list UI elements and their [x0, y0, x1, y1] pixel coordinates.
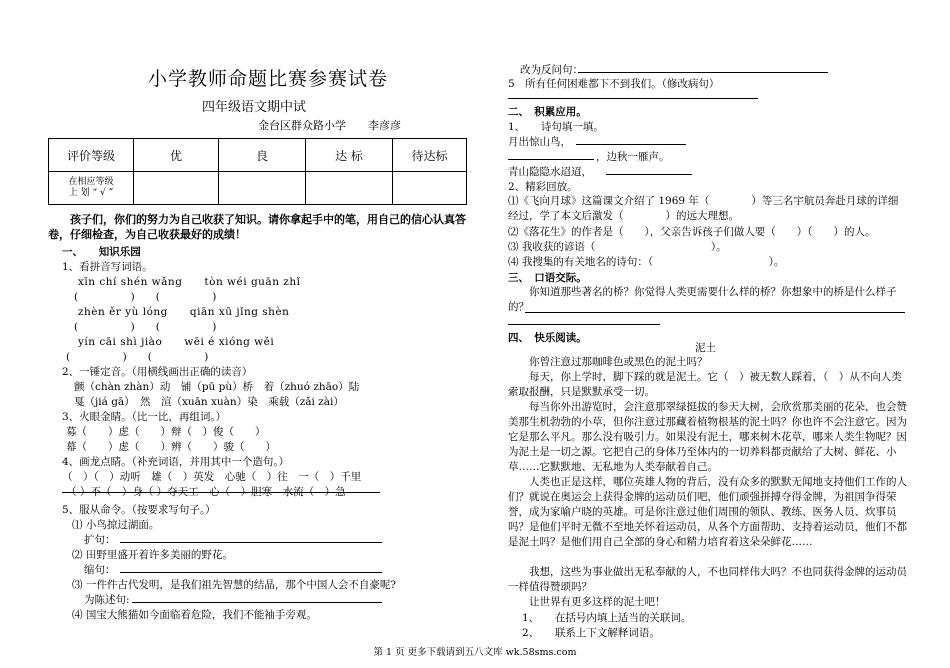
answer-line[interactable]: [132, 590, 382, 603]
paren-line-3: ( ) ( ): [66, 351, 209, 363]
table-row: [49, 139, 467, 172]
reading-para-2: 每天，你上学时，脚下踩的就是泥土。它（ ）被无数人踩着，（ ）从不向人类索取报酬，只是默默承受一切。: [508, 371, 902, 398]
answer-line[interactable]: [120, 560, 382, 573]
q5-item-2: ⑵ 田野里盛开着许多美丽的野花。: [72, 549, 233, 561]
q5-item-3-prompt: 为陈述句:: [84, 594, 130, 606]
s2-q2-item-4: ⑷ 我搜集的有关地名的诗句：（ ）。: [508, 256, 785, 268]
section4-heading: 四、 快乐阅读。: [508, 332, 587, 344]
s2-q2-item-1: ⑴《飞向月球》这篇课文介绍了 1969 年（ ）等三名宇航员奔赴月球的详细经过，学了本文后激发（ ）的远大理想。: [508, 195, 899, 222]
q1-label: 1、看拼音写词语。: [62, 261, 153, 273]
answer-line[interactable]: [508, 324, 660, 325]
q2-line-2: 戛（jiá gā） 然 渲（xuān xuàn）染 乘载（zǎi zài）: [74, 396, 344, 408]
paren-line-2: ( ) ( ): [74, 321, 217, 333]
answer-line[interactable]: [508, 86, 758, 99]
answer-line[interactable]: [576, 132, 686, 145]
table-cell: 待达标: [393, 139, 467, 172]
section1-heading: 一、 知识乐园: [62, 246, 141, 258]
reading-para-4: 人类也正是这样，哪位英雄人物的背后，没有众多的默默无闻地支持他们工作的人们？就说在奥运会上获得金牌的运动员们吧，他们顽强拼搏夺得金牌，为祖国争得荣誉，成为家喻户晓的英雄。可是你注意过他们周围的领队、教练、医务人员、炊事员吗？是他们平时无微不至地关怀着运动员，从各个方面帮助、支持着运动员，他们不都是泥土吗？是他们用自己全部的身心和精力培育着这朵朵鲜花……: [508, 476, 907, 548]
s2-q2-item-2: ⑵《落花生》的作者是（ ），父亲告诉孩子们做人要（ ）（ ）的人。: [508, 226, 876, 238]
task-1: 1、 在括号内填上适当的关联词。: [522, 612, 692, 624]
s3-question: 你知道那些著名的桥？你觉得人类更需要什么样的桥？你想象中的桥是什么样子的？: [508, 286, 897, 313]
q3-line-2: 幕（ ）虑（ ）辨（ ）骏（ ）: [66, 441, 276, 453]
table-cell[interactable]: [393, 172, 467, 205]
page-title: 小学教师命题比赛参赛试卷: [148, 68, 389, 90]
reading-title: 泥土: [695, 342, 716, 354]
reading-para-3: 每当你外出游览时，会注意那翠绿挺拔的参天大树，会欣赏那美丽的花朵，也会赞美那生机勃勃的小草，但你注意过那藏着植物根基的泥土吗？你也许不会注意它。因为它是那么平凡。那么没有吸引力。如果没有泥土，哪来树木花草，哪来人类生物呢？因为泥土是一切之源。它把自己的身体乃至体内的一切养料都贡献给了大树、鲜花、小草……它默默地、无私地为人类奉献着自己。: [508, 401, 907, 473]
q5-item-3: ⑶ 一件件古代发明，是我们祖先智慧的结晶，那个中国人会不自豪呢?: [72, 579, 396, 591]
r2-question: 5 所有任何困难都下不到我们。（修改病句）: [508, 78, 720, 90]
q4-line-1: （ ）（ ）动听 雄（ ）英发 心驰（ ）往 一（ ）千里: [62, 471, 362, 483]
table-cell: [49, 172, 134, 205]
paren-line-1: ( ) ( ): [74, 291, 217, 303]
table-cell: 良: [219, 139, 306, 172]
table-row: [49, 172, 467, 205]
answer-line[interactable]: [606, 162, 692, 175]
reading-para-1: 你曾注意过那咖啡色或黑色的泥土吗？: [529, 356, 708, 368]
section2-heading: 二、 积累应用。: [508, 106, 587, 118]
q4-line-2: （ ）不（ ）身（ ）夺天工 心（ ）胆寒 水流（ ）急: [66, 486, 346, 498]
s2-q1-label: 1、 诗句填一填。: [508, 121, 604, 133]
poem-line-2: ，边秋一雁声。: [596, 151, 670, 163]
reading-para-6: 让世界有更多这样的泥土吧！: [529, 596, 666, 608]
row-label-a: 在相应等级: [68, 177, 114, 187]
author-line: 金台区群众路小学 李彦彦: [258, 119, 401, 132]
q5-label: 5、服从命令。（按要求写句子。）: [62, 504, 216, 516]
answer-line[interactable]: [578, 60, 828, 73]
grade-table: [48, 138, 467, 205]
poem-line-1: 月出惊山鸟，: [508, 136, 571, 148]
page-footer: 第 1 页 更多下载请到五八文库 wk.58sms.com: [373, 647, 577, 658]
table-cell: 评价等级: [49, 139, 134, 172]
s2-q2-item-3: ⑶ 我收获的谚语（ ）。: [508, 241, 727, 253]
q2-label: 2、一锤定音。（用横线画出正确的读音）: [62, 366, 253, 378]
pinyin-line-2: zhèn ěr yù lóng qiān xū jǐng shèn: [78, 306, 290, 318]
table-cell: 优: [134, 139, 219, 172]
row-label-b: 上 划 “ √ ”: [68, 188, 114, 198]
answer-line[interactable]: [120, 530, 382, 543]
q5-item-1-prompt: 扩句：: [84, 534, 116, 546]
table-cell[interactable]: [219, 172, 306, 205]
page-subtitle: 四年级语文期中试: [202, 100, 307, 115]
r1-prompt: 改为反问句：: [520, 64, 583, 76]
table-cell[interactable]: [306, 172, 393, 205]
reading-para-5: 我想，这些为事业做出无私奉献的人，不也同样伟大吗？不也同获得金牌的运动员一样值得赞颂吗？: [508, 566, 907, 593]
answer-line[interactable]: [508, 147, 594, 160]
q5-item-1: ⑴ 小鸟掠过湖面。: [72, 519, 160, 531]
section3-heading: 三、 口语交际。: [508, 272, 587, 284]
table-cell: 达 标: [306, 139, 393, 172]
table-cell[interactable]: [134, 172, 219, 205]
intro-text: 孩子们，你们的努力为自己收获了知识。请你拿起手中的笔，用自己的信心认真答卷，仔细检查，为自己收获最好的成绩！: [48, 213, 466, 241]
task-2: 2、 联系上下文解释词语。: [522, 627, 660, 639]
pinyin-line-1: xīn chí shén wǎng tòn wéi guān zhǐ: [78, 276, 301, 288]
pinyin-line-3: yín cāi shì jiào wēi é xióng wěi: [78, 336, 275, 348]
q5-item-2-prompt: 缩句：: [84, 564, 116, 576]
q2-line-1: 颤（chàn zhàn）动 铺（pū pù）桥 着（zhuó zhāo）陆: [74, 381, 360, 393]
s2-q2-label: 2、精彩回放。: [508, 181, 578, 193]
q5-item-4: ⑷ 国宝大熊猫如今面临着危险，我们不能袖手旁观。: [72, 609, 317, 621]
poem-line-3: 青山隐隐水迢迢，: [508, 166, 592, 178]
q4-label: 4、画龙点睛。（补充词语，并用其中一个造句。）: [62, 456, 290, 468]
answer-line[interactable]: [62, 492, 380, 493]
q3-label: 3、火眼金睛。（比一比，再组词。）: [62, 411, 227, 423]
q3-line-1: 募（ ）虑（ ）辩（ ）俊（ ）: [66, 426, 266, 438]
answer-line[interactable]: [525, 312, 905, 313]
